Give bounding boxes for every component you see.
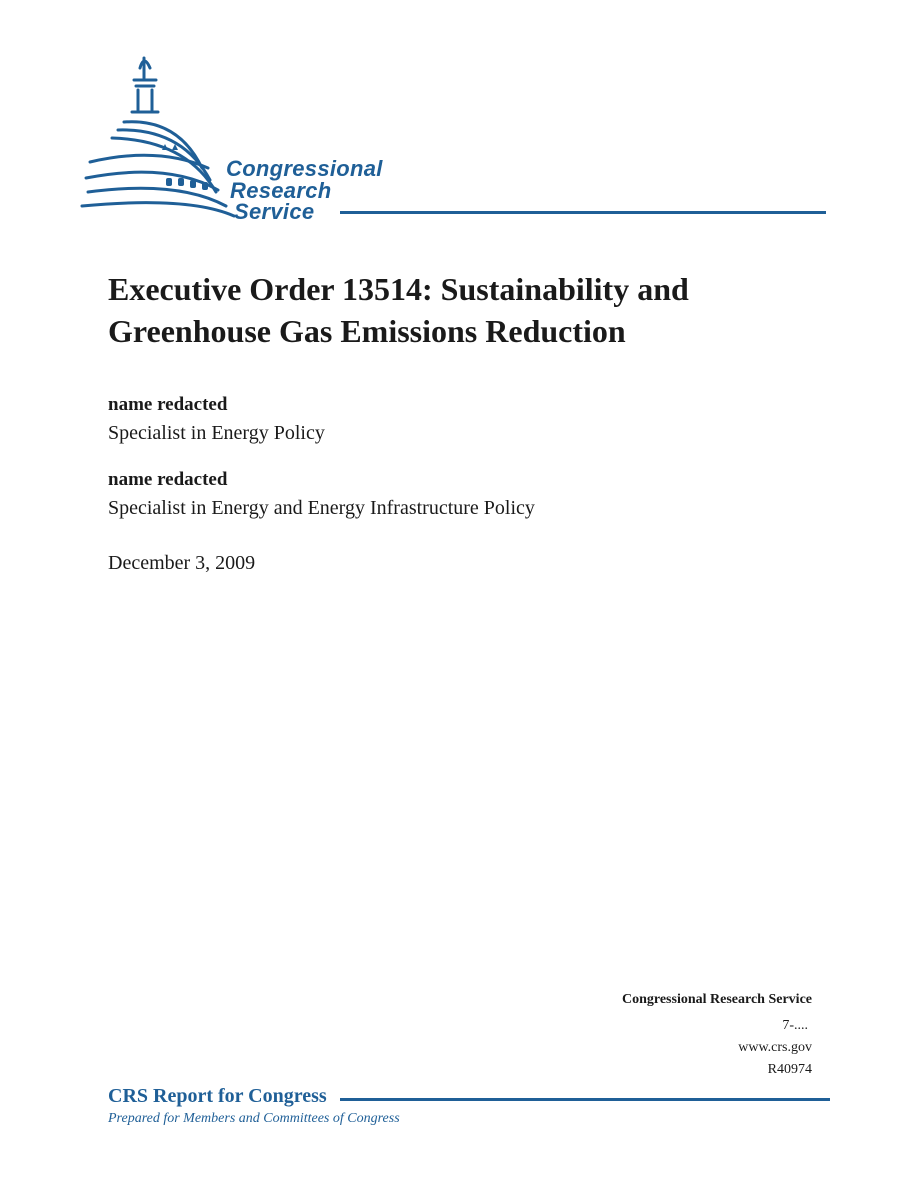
author-1-name: name redacted [108, 394, 228, 415]
author-2-role: Specialist in Energy and Energy Infrastructure Policy [108, 497, 535, 519]
footer-phone: 7-.... [782, 1018, 808, 1033]
logo-text-research: Research [230, 178, 332, 203]
footer-website: www.crs.gov [738, 1040, 812, 1055]
report-rule [340, 1098, 830, 1101]
logo-text-congressional: Congressional [226, 156, 383, 181]
document-date: December 3, 2009 [108, 552, 256, 574]
title-line-1: Executive Order 13514: Sustainability and [108, 271, 689, 307]
title-line-2: Greenhouse Gas Emissions Reduction [108, 313, 626, 349]
footer-report-number: R40974 [767, 1062, 812, 1077]
document-title [108, 268, 868, 352]
report-subtitle: Prepared for Members and Committees of Congress [108, 1111, 400, 1126]
author-1-role: Specialist in Energy Policy [108, 422, 325, 444]
report-label: CRS Report for Congress [108, 1085, 331, 1108]
logo-rule [340, 211, 826, 214]
footer-org: Congressional Research Service [621, 992, 812, 1007]
author-2-name: name redacted [108, 469, 228, 490]
logo-text-service: Service [234, 199, 315, 224]
crs-logo [78, 50, 838, 230]
